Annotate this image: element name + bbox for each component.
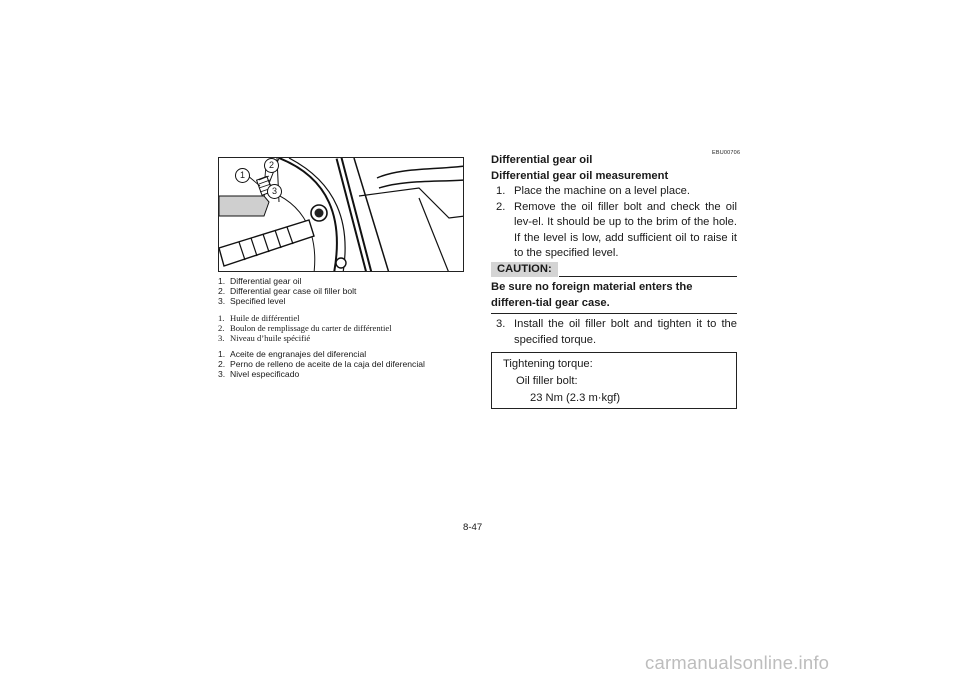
legend-text: Perno de relleno de aceite de la caja del diferencial: [230, 359, 425, 370]
section-subtitle: Differential gear oil measurement: [491, 170, 669, 182]
legend-text: Aceite de engranajes del diferencial: [230, 349, 367, 359]
legend-num: 1.: [218, 313, 225, 323]
caution-header: [491, 262, 737, 278]
step-text: Place the machine on a level place.: [514, 185, 691, 197]
callout-1-label: 1: [239, 170, 245, 180]
steps-list-b: [496, 317, 737, 348]
callout-2: [264, 158, 279, 173]
legend-num: 2.: [218, 286, 226, 297]
legend-text: Niveau d’huile spécifié: [230, 333, 311, 344]
step-number: 1.: [496, 185, 506, 197]
section-title: Differential gear oil: [491, 154, 593, 166]
legend-item: [218, 286, 356, 296]
watermark: carmanualsonline.info: [645, 652, 830, 673]
legend-text: Nivel especificado: [230, 369, 300, 380]
legend-item: [218, 313, 392, 323]
legend-item: [218, 359, 425, 369]
step-item: [496, 200, 737, 262]
section-code: EBU00706: [712, 150, 741, 156]
figure-illustration: [218, 157, 464, 272]
step-item: [496, 317, 737, 348]
legend-num: 1.: [218, 276, 226, 286]
legend-item: [218, 369, 425, 379]
page-number: 8-47: [463, 522, 483, 533]
legend-num: 3.: [218, 333, 225, 344]
step-number: 2.: [496, 200, 506, 213]
torque-value: 23 Nm (2.3 m·kgf): [530, 392, 621, 404]
legend-num: 2.: [218, 323, 225, 334]
legend-text: Huile de différentiel: [230, 313, 300, 323]
step-text: Remove the oil filler bolt and check the oil lev-el. It should be up to the brim of the hole. If the level is low, add sufficient oil to raise it to the specified level.: [514, 200, 737, 260]
legend-item: [218, 349, 425, 359]
callout-1: [235, 168, 250, 183]
legend-item: [218, 296, 356, 306]
legend-item: [218, 323, 392, 333]
legend-text: Specified level: [230, 296, 286, 307]
caution-end-rule: [491, 313, 737, 314]
legend-text: Boulon de remplissage du carter de différentiel: [230, 323, 392, 334]
caution-rule: [559, 276, 737, 277]
legend-num: 3.: [218, 369, 226, 380]
legend-num: 3.: [218, 296, 226, 307]
step-text: Install the oil filler bolt and tighten it to the specified torque.: [514, 318, 737, 346]
legend-num: 1.: [218, 349, 226, 359]
step-number: 3.: [496, 318, 506, 330]
torque-spec-box: [491, 352, 737, 409]
legend-item: [218, 276, 356, 286]
legend-num: 2.: [218, 359, 226, 370]
torque-title: Tightening torque:: [503, 358, 593, 370]
differential-drawing: [219, 158, 464, 272]
legend-french: [218, 313, 392, 344]
steps-list-a: [496, 184, 737, 262]
callout-3-label: 3: [271, 186, 277, 196]
torque-item: Oil filler bolt:: [516, 375, 578, 387]
legend-english: [218, 276, 356, 307]
caution-label: CAUTION:: [491, 262, 558, 277]
callout-2-label: 2: [268, 160, 274, 170]
callout-3: [267, 184, 282, 199]
legend-item: [218, 333, 392, 343]
caution-text: Be sure no foreign material enters the differen-tial gear case.: [491, 281, 693, 309]
legend-text: Differential gear case oil filler bolt: [230, 286, 357, 297]
step-item: [496, 184, 737, 200]
legend-text: Differential gear oil: [230, 276, 302, 286]
legend-spanish: [218, 349, 425, 380]
